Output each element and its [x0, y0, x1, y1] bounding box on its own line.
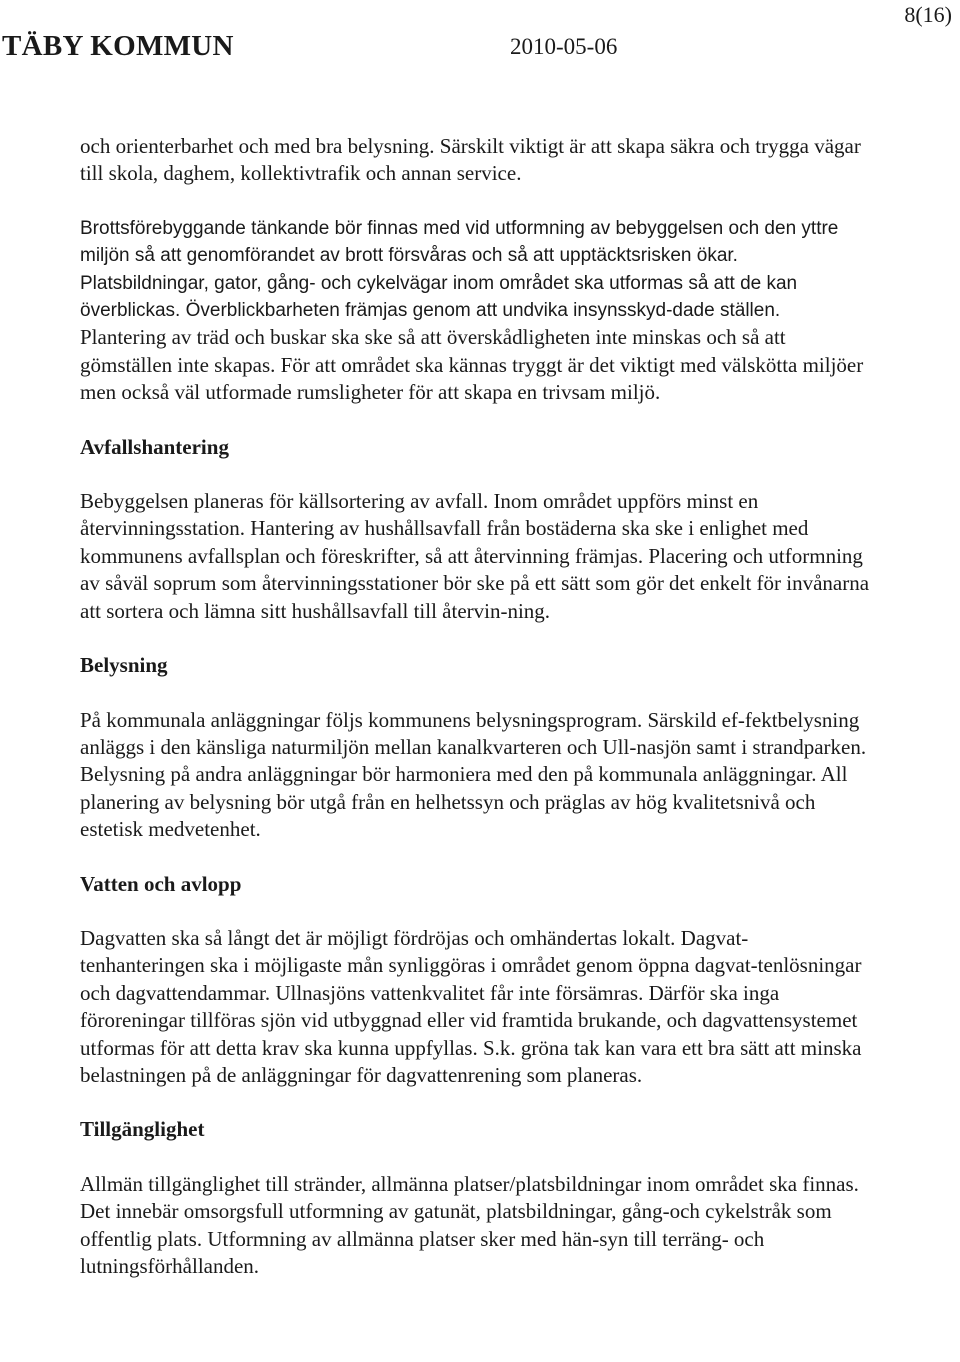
document-header — [2, 28, 942, 64]
paragraph-spacer — [80, 844, 870, 871]
section-text-water: Dagvatten ska så långt det är möjligt fördröjas och omhändertas lokalt. Dagvat-tenhanteringen ska i möjligaste mån synliggöras i området genom öppna dagvat-tenlösningar och dagvattendammar. Ullnasjöns vattenkvalitet får inte försämras. Därför ska inga föroreningar tillföras sjön vid utbyggnad eller vid framtida brukande, och dagvattensystemet utformas för att detta krav ska kunna uppfyllas. S.k. gröna tak kan vara ett bra sätt att minska belastningen på de anläggningar för dagvattenrening som planeras. — [80, 925, 862, 1087]
paragraph-spacer — [80, 188, 870, 215]
paragraph-spacer — [80, 625, 870, 652]
paragraph-spacer — [80, 407, 870, 434]
section-heading-waste: Avfallshantering — [80, 434, 229, 459]
section-text-accessibility: Allmän tillgänglighet till stränder, allmänna platser/platsbildningar inom området ska finnas. Det innebär omsorgsfull utformning av gatunät, platsbildningar, gång-och cykelstråk som offentlig plats. Utformning av allmänna platser sker med hän-syn till terräng- och lutningsförhållanden. — [80, 1171, 859, 1278]
section-text-lighting: På kommunala anläggningar följs kommunens belysningsprogram. Särskild ef-fektbelysning anläggs i den känsliga naturmiljön mellan kanalkvarteren och Ull-nasjön samt i strandparken. Belysning på andra anläggningar bör harmoniera med den på kommunala anläggningar. All planering av belysning bör utgå från en helhetssyn och präglas av hög kvalitetsnivå och estetisk medvetenhet. — [80, 707, 867, 842]
intro-paragraph: och orienterbarhet och med bra belysning. Särskilt viktigt är att skapa säkra och trygga vägar till skola, daghem, kollektivtrafik och annan service. — [80, 134, 861, 186]
document-body — [80, 133, 870, 1280]
paragraph-spacer — [80, 680, 870, 707]
paragraph-spacer — [80, 1144, 870, 1171]
section-heading-water: Vatten och avlopp — [80, 871, 242, 896]
section-text-waste: Bebyggelsen planeras för källsortering av avfall. Inom området uppförs minst en återvinningsstation. Hantering av hushållsavfall från bostäderna ska ske i enlighet med kommunens avfallsplan och föreskrifter, så att återvinning främjas. Placering och utformning av såväl soprum som återvinningsstationer bör ske på ett sätt som gör det enkelt för invånarna att sortera och lämna sitt hushållsavfall till återvin-ning. — [80, 489, 870, 623]
section-heading-lighting: Belysning — [80, 653, 168, 678]
paragraph-spacer — [80, 898, 870, 925]
document-date: 2010-05-06 — [510, 34, 618, 59]
paragraph-spacer — [80, 1089, 870, 1116]
organization-name: TÄBY KOMMUN — [2, 30, 234, 62]
page-number: 8(16) — [904, 2, 952, 27]
paragraph-spacer — [80, 461, 870, 488]
section-heading-accessibility: Tillgänglighet — [80, 1117, 205, 1142]
crime-prevention-paragraph-sans: Brottsförebyggande tänkande bör finnas med vid utformning av bebyggelsen och den yttre miljön så att genomförandet av brott försvåras och så att upptäcktsrisken ökar. Platsbildningar, gator, gång- och cykelvägar inom området ska utformas så att de kan överblickas. Överblickbarheten främjas genom att undvika insynsskyd-dade ställen. — [80, 217, 839, 322]
crime-prevention-paragraph: Plantering av träd och buskar ska ske så att överskådligheten inte minskas och så att gömställen inte skapas. För att området ska kännas tryggt är det viktigt med välskötta miljöer men också väl utformade rumsligheter för att skapa en trivsam miljö. — [80, 325, 864, 405]
